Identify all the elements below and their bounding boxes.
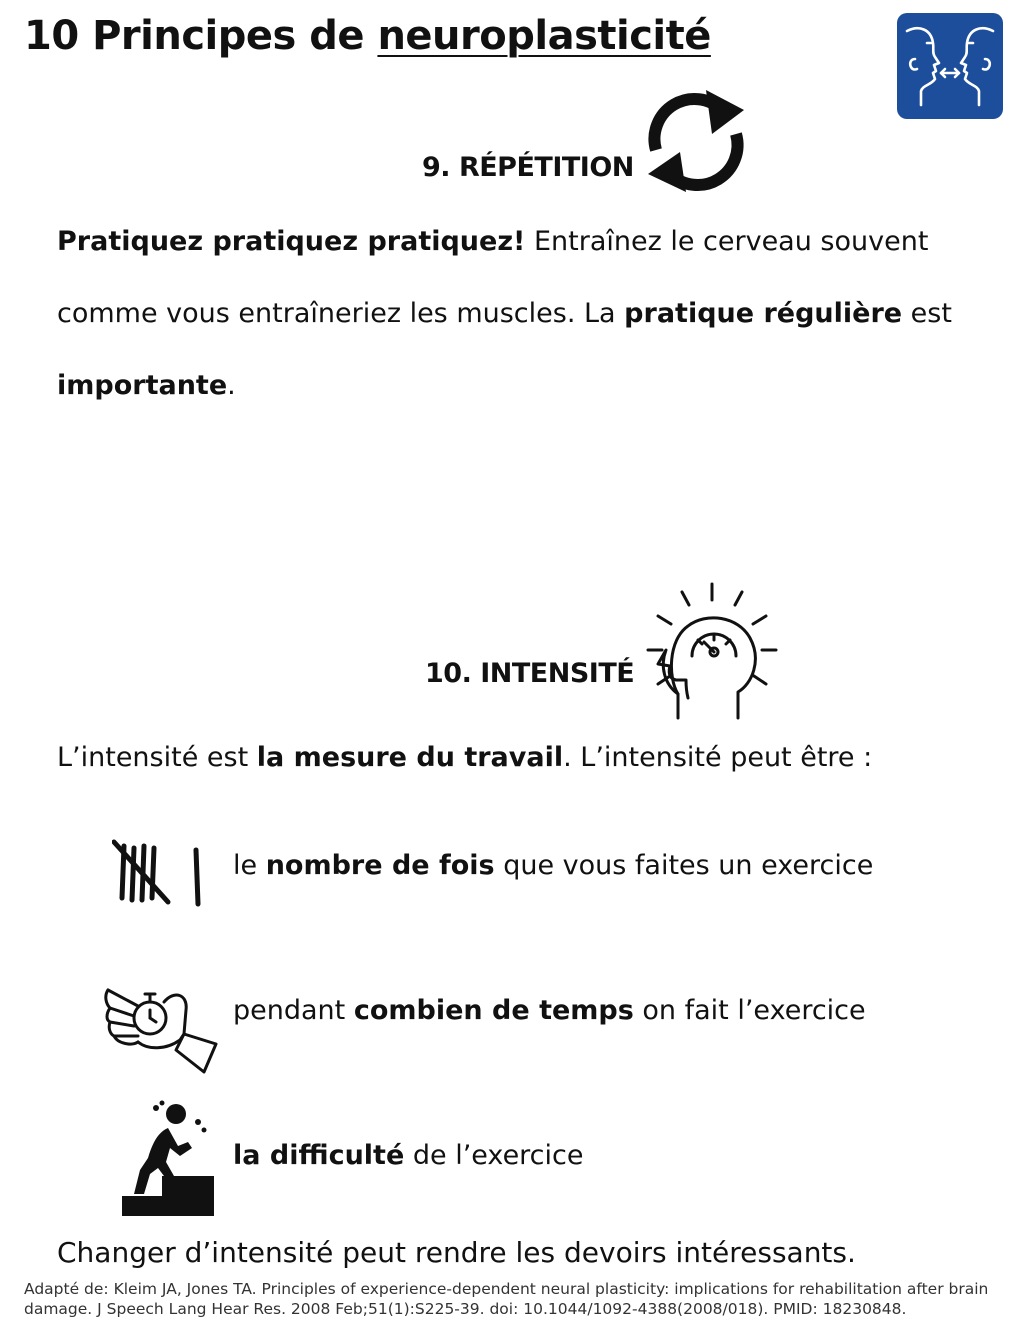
title-underlined: neuroplasticité bbox=[377, 13, 711, 59]
intensity-item-repetitions bbox=[233, 850, 873, 881]
text: que vous faites un exercice bbox=[494, 850, 874, 881]
text: L’intensité est bbox=[57, 742, 257, 773]
person-climbing-stairs-icon bbox=[118, 1100, 218, 1218]
repetition-paragraph bbox=[57, 206, 987, 422]
text: . L’intensité peut être : bbox=[563, 742, 873, 773]
repeat-arrows-icon bbox=[640, 72, 752, 214]
section-heading-repetition: 9. RÉPÉTITION bbox=[422, 152, 634, 183]
text: on fait l’exercice bbox=[633, 995, 866, 1026]
two-faces-communication-icon bbox=[897, 13, 1003, 119]
title-prefix: 10 Principes de bbox=[24, 13, 378, 59]
citation-reference: Adapté de: Kleim JA, Jones TA. Principles of experience-dependent neural plasticity: implications for rehabilitation after brain damage. J Speech Lang Hear Res. 2008 Feb;51(1):S225-39. doi: 10.1044/1092-4388(2008/018). PMID: 18230848. bbox=[24, 1280, 989, 1318]
text-bold: la difficulté bbox=[233, 1140, 405, 1171]
text: le bbox=[233, 850, 266, 881]
section-heading-intensity: 10. INTENSITÉ bbox=[425, 658, 635, 689]
text-bold: importante bbox=[57, 370, 228, 401]
text-bold: pratique régulière bbox=[624, 298, 903, 329]
text-bold: nombre de fois bbox=[265, 850, 495, 881]
tally-marks-icon bbox=[112, 838, 204, 908]
text-bold: la mesure du travail bbox=[256, 742, 564, 773]
text-bold: combien de temps bbox=[353, 995, 634, 1026]
text: est bbox=[902, 298, 952, 329]
head-gauge-icon bbox=[642, 580, 782, 722]
text-bold: Pratiquez pratiquez pratiquez! bbox=[57, 226, 526, 257]
stopwatch-hand-icon bbox=[104, 984, 220, 1078]
intensity-intro bbox=[57, 742, 872, 773]
intensity-item-difficulty bbox=[233, 1140, 584, 1171]
text: de l’exercice bbox=[404, 1140, 584, 1171]
intensity-closing: Changer d’intensité peut rendre les devoirs intéressants. bbox=[57, 1236, 856, 1269]
text: . bbox=[227, 370, 236, 401]
text: Entraînez le cerveau souvent comme vous entraîneriez les muscles. La bbox=[57, 226, 929, 329]
intensity-item-duration bbox=[233, 995, 866, 1026]
page-title bbox=[24, 8, 711, 64]
text: pendant bbox=[233, 995, 354, 1026]
